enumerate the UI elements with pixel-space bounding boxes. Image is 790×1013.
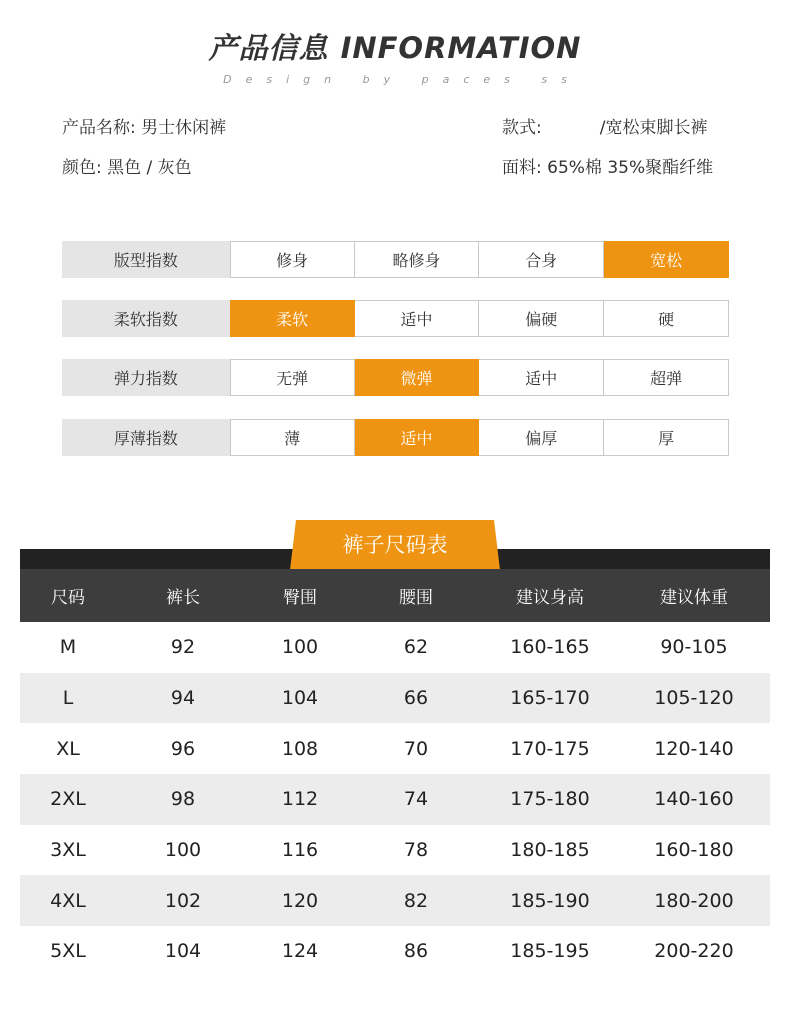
info-left-column bbox=[62, 116, 226, 196]
table-cell: 120-140 bbox=[654, 737, 734, 760]
table-row bbox=[20, 723, 770, 774]
size-chart-tab bbox=[290, 520, 500, 570]
index-option: 超弹 bbox=[604, 359, 729, 396]
table-row bbox=[20, 926, 770, 977]
table-cell: 4XL bbox=[20, 875, 116, 926]
fabric-label: 面料: bbox=[502, 158, 542, 178]
table-cell: 140-160 bbox=[618, 774, 770, 825]
style-value: /宽松束脚长裤 bbox=[599, 118, 708, 138]
table-cell: 2XL bbox=[20, 774, 116, 825]
index-option: 厚 bbox=[604, 419, 729, 456]
table-cell: 90-105 bbox=[660, 636, 728, 659]
table-cell: 96 bbox=[170, 737, 196, 760]
size-chart-title: 裤子尺码表 bbox=[342, 533, 448, 557]
page-header bbox=[0, 26, 790, 86]
index-option-selected: 宽松 bbox=[604, 241, 729, 278]
table-cell: 3XL bbox=[50, 839, 86, 862]
table-cell: 180-185 bbox=[510, 839, 590, 862]
table-cell: 92 bbox=[170, 636, 196, 659]
index-option: 合身 bbox=[479, 241, 604, 278]
table-cell: 98 bbox=[116, 774, 250, 825]
index-label: 版型指数 bbox=[62, 241, 230, 278]
table-row bbox=[20, 825, 770, 876]
index-option-selected: 柔软 bbox=[230, 300, 355, 337]
page-title bbox=[0, 26, 790, 67]
color-value: 黑色 / 灰色 bbox=[107, 158, 192, 178]
index-row-thickness bbox=[62, 419, 729, 456]
table-cell: 116 bbox=[281, 839, 319, 862]
column-header: 尺码 bbox=[20, 569, 116, 622]
index-label: 弹力指数 bbox=[62, 359, 230, 396]
table-cell: 170-175 bbox=[510, 737, 590, 760]
table-cell: 62 bbox=[403, 636, 429, 659]
table-cell: 185-195 bbox=[510, 940, 590, 963]
table-cell: 5XL bbox=[50, 940, 86, 963]
style-label: 款式: bbox=[502, 118, 542, 138]
table-cell: 82 bbox=[350, 875, 482, 926]
table-cell: 105-120 bbox=[618, 673, 770, 724]
table-cell: 86 bbox=[403, 940, 429, 963]
info-name-row bbox=[62, 116, 226, 156]
size-table-header bbox=[20, 569, 770, 622]
index-option: 偏厚 bbox=[479, 419, 604, 456]
info-style-row bbox=[502, 116, 713, 156]
table-cell: 94 bbox=[116, 673, 250, 724]
index-option-selected: 适中 bbox=[355, 419, 480, 456]
table-cell: 104 bbox=[164, 940, 202, 963]
table-cell: 185-190 bbox=[482, 875, 618, 926]
table-cell: 200-220 bbox=[654, 940, 734, 963]
index-table bbox=[62, 241, 729, 478]
index-option: 适中 bbox=[479, 359, 604, 396]
table-cell: 175-180 bbox=[482, 774, 618, 825]
table-cell: 102 bbox=[116, 875, 250, 926]
column-header: 腰围 bbox=[350, 569, 482, 622]
table-cell: 100 bbox=[164, 839, 202, 862]
table-cell: 66 bbox=[350, 673, 482, 724]
info-fabric-row bbox=[502, 156, 713, 196]
table-cell: 112 bbox=[250, 774, 350, 825]
name-label: 产品名称: bbox=[62, 118, 136, 138]
index-row-softness bbox=[62, 300, 729, 337]
table-cell: 74 bbox=[350, 774, 482, 825]
table-cell: 165-170 bbox=[482, 673, 618, 724]
table-cell: M bbox=[59, 636, 77, 659]
table-cell: 70 bbox=[403, 737, 429, 760]
table-row bbox=[20, 875, 770, 926]
index-option: 偏硬 bbox=[479, 300, 604, 337]
fabric-value: 65%棉 35%聚酯纤维 bbox=[547, 158, 714, 178]
index-option: 硬 bbox=[604, 300, 729, 337]
table-cell: 124 bbox=[281, 940, 319, 963]
index-row-fit bbox=[62, 241, 729, 278]
index-option: 无弹 bbox=[230, 359, 355, 396]
table-row bbox=[20, 673, 770, 724]
table-cell: 108 bbox=[281, 737, 319, 760]
table-cell: XL bbox=[56, 737, 80, 760]
table-cell: 160-180 bbox=[654, 839, 734, 862]
column-header: 裤长 bbox=[116, 569, 250, 622]
color-label: 颜色: bbox=[62, 158, 102, 178]
info-right-column bbox=[502, 116, 713, 196]
index-label: 柔软指数 bbox=[62, 300, 230, 337]
column-header: 臀围 bbox=[250, 569, 350, 622]
table-cell: 78 bbox=[403, 839, 429, 862]
title-en: INFORMATION bbox=[340, 31, 582, 65]
table-row bbox=[20, 622, 770, 673]
table-cell: 180-200 bbox=[618, 875, 770, 926]
table-cell: 120 bbox=[250, 875, 350, 926]
table-cell: 100 bbox=[281, 636, 319, 659]
column-header: 建议身高 bbox=[482, 569, 618, 622]
column-header: 建议体重 bbox=[618, 569, 770, 622]
size-table bbox=[20, 569, 770, 977]
index-option: 适中 bbox=[355, 300, 480, 337]
index-option: 略修身 bbox=[355, 241, 480, 278]
table-cell: L bbox=[20, 673, 116, 724]
index-option: 薄 bbox=[230, 419, 355, 456]
index-row-elasticity bbox=[62, 359, 729, 396]
name-value: 男士休闲裤 bbox=[141, 118, 227, 138]
table-cell: 160-165 bbox=[510, 636, 590, 659]
table-row bbox=[20, 774, 770, 825]
index-label: 厚薄指数 bbox=[62, 419, 230, 456]
page-subtitle: Design by paces ss bbox=[223, 73, 581, 86]
info-color-row bbox=[62, 156, 226, 196]
index-option: 修身 bbox=[230, 241, 355, 278]
index-option-selected: 微弹 bbox=[355, 359, 480, 396]
table-cell: 104 bbox=[250, 673, 350, 724]
title-cn: 产品信息 bbox=[208, 31, 329, 65]
